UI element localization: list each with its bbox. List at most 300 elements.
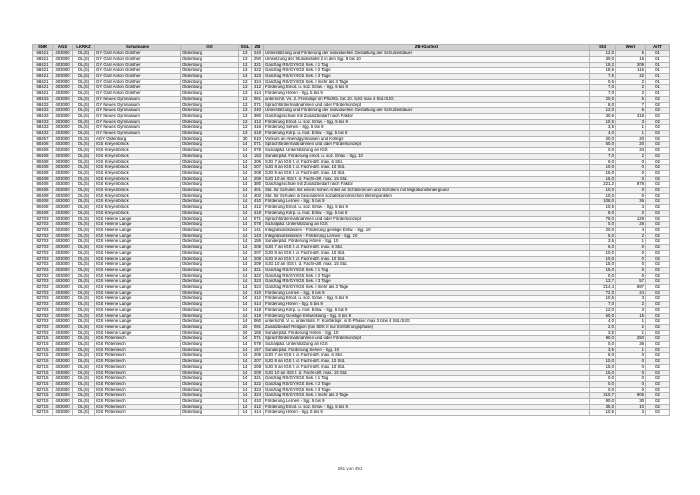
cell-lkrkz: OL(S) <box>73 210 95 216</box>
cell-wert: 6 <box>616 108 646 114</box>
cell-zb-klartext: Ganztag RS/GY/IGS Sek. I mehr als 3 Tage <box>264 79 590 85</box>
cell-schulname: IGS Kreyenbrück <box>95 176 181 182</box>
cell-lkrkz: OL(S) <box>73 193 95 199</box>
cell-sgl: 14 <box>239 245 252 251</box>
cell-schulname: GY Graf Anton Günther <box>95 91 181 97</box>
column-header-artt[interactable]: ArtT <box>646 45 670 51</box>
cell-ort: Oldenburg <box>181 136 239 142</box>
cell-snr: 68421 <box>33 51 53 57</box>
cell-zb: 250 <box>252 56 264 62</box>
cell-ort: Oldenburg <box>181 273 239 279</box>
cell-wert: 0 <box>616 250 646 256</box>
cell-std: 3,5 <box>590 347 616 353</box>
cell-schulname: IGS Helene Lange <box>95 285 181 291</box>
cell-ort: Oldenburg <box>181 279 239 285</box>
cell-lkrkz: OL(S) <box>73 96 95 102</box>
cell-lkrkz: OL(S) <box>73 165 95 171</box>
cell-zb-klartext: Ganztag RS/GY/IGS Sek. I 2 Tage <box>264 68 590 74</box>
cell-ort: Oldenburg <box>181 142 239 148</box>
cell-schulname: AGY Oldenburg <box>95 136 181 142</box>
cell-std: 15,0 <box>590 364 616 370</box>
cell-artt: 01 <box>646 85 670 91</box>
cell-lkrkz: OL(S) <box>73 404 95 410</box>
cell-artt: 02 <box>646 125 670 131</box>
cell-wert: 10 <box>616 404 646 410</box>
cell-ags: 403000 <box>53 239 73 245</box>
cell-std: 20,0 <box>590 136 616 142</box>
cell-snr: 82715 <box>33 336 53 342</box>
cell-artt: 02 <box>646 239 670 245</box>
cell-ags: 403000 <box>53 330 73 336</box>
cell-artt: 02 <box>646 324 670 330</box>
cell-sgl: 14 <box>239 182 252 188</box>
cell-snr: 82715 <box>33 347 53 353</box>
cell-wert: 0 <box>616 353 646 359</box>
cell-lkrkz: OL(S) <box>73 410 95 416</box>
cell-std: 7,6 <box>590 74 616 80</box>
cell-zb-klartext: Förderung Sehen - Sjg. 5 bis 9 <box>264 125 590 131</box>
cell-sgl: 13 <box>239 56 252 62</box>
cell-zb: 078 <box>252 222 264 228</box>
cell-zb-klartext: Förderung Emot. u. soz. Entw. - Sjg. 5 bis 9 <box>264 296 590 302</box>
cell-std: 6,0 <box>590 353 616 359</box>
cell-std: 15,0 <box>590 176 616 182</box>
cell-zb-klartext: SJG 9 an IGS f. d. Fachl-diff. max. 10 Std. <box>264 170 590 176</box>
cell-ort: Oldenburg <box>181 176 239 182</box>
cell-lkrkz: OL(S) <box>73 256 95 262</box>
cell-wert: 2 <box>616 153 646 159</box>
cell-ort: Oldenburg <box>181 387 239 393</box>
cell-lkrkz: OL(S) <box>73 307 95 313</box>
cell-zb-klartext: Förderung Emot. u. soz. Entw. - Sjg. 5 bis 9 <box>264 85 590 91</box>
allocation-table <box>32 44 670 416</box>
cell-std: 19,2 <box>590 62 616 68</box>
cell-artt: 02 <box>646 136 670 142</box>
cell-ort: Oldenburg <box>181 79 239 85</box>
cell-lkrkz: OL(S) <box>73 51 95 57</box>
cell-ags: 403000 <box>53 113 73 119</box>
cell-lkrkz: OL(S) <box>73 91 95 97</box>
cell-artt: 02 <box>646 165 670 171</box>
cell-zb-klartext: Ganztag RS/GY/IGS Sek. I 3 Tage <box>264 279 590 285</box>
cell-ort: Oldenburg <box>181 102 239 108</box>
cell-std: 12,0 <box>590 307 616 313</box>
cell-lkrkz: OL(S) <box>73 182 95 188</box>
cell-ags: 403000 <box>53 159 73 165</box>
cell-lkrkz: OL(S) <box>73 399 95 405</box>
cell-zb: 207 <box>252 359 264 365</box>
cell-sgl: 14 <box>239 307 252 313</box>
cell-std: 90,0 <box>590 336 616 342</box>
cell-ags: 403000 <box>53 96 73 102</box>
cell-ags: 403000 <box>53 250 73 256</box>
cell-schulname: IGS Flötenteich <box>95 376 181 382</box>
cell-sgl: 14 <box>239 273 252 279</box>
cell-ags: 403000 <box>53 393 73 399</box>
cell-wert: 2 <box>616 91 646 97</box>
cell-artt: 01 <box>646 74 670 80</box>
cell-sgl: 14 <box>239 319 252 325</box>
cell-ort: Oldenburg <box>181 330 239 336</box>
cell-wert: 0 <box>616 256 646 262</box>
cell-ort: Oldenburg <box>181 381 239 387</box>
cell-ags: 403000 <box>53 381 73 387</box>
cell-zb: 155 <box>252 330 264 336</box>
cell-sgl: 14 <box>239 205 252 211</box>
cell-schulname: GY Graf Anton Günther <box>95 68 181 74</box>
cell-zb: 321 <box>252 62 264 68</box>
cell-schulname: IGS Flötenteich <box>95 381 181 387</box>
cell-ags: 403000 <box>53 102 73 108</box>
cell-ags: 403000 <box>53 91 73 97</box>
cell-ags: 403000 <box>53 353 73 359</box>
column-header-zb[interactable]: ZB <box>252 45 264 51</box>
cell-std: 10,5 <box>590 119 616 125</box>
cell-std: 0,6 <box>590 79 616 85</box>
cell-ags: 403000 <box>53 165 73 171</box>
cell-ort: Oldenburg <box>181 119 239 125</box>
cell-zb: 155 <box>252 239 264 245</box>
cell-zb: 414 <box>252 410 264 416</box>
column-header-schulname[interactable]: Schulname <box>95 45 181 51</box>
cell-std: 72,0 <box>590 290 616 296</box>
cell-ags: 403000 <box>53 119 73 125</box>
cell-ags: 403000 <box>53 376 73 382</box>
cell-sgl: 14 <box>239 222 252 228</box>
cell-zb-klartext: Förderung Hören - Sjg. 5 bis 9 <box>264 410 590 416</box>
column-header-sgl[interactable]: SGL <box>239 45 252 51</box>
cell-snr: 80408 <box>33 182 53 188</box>
cell-schulname: GY Graf Anton Günther <box>95 85 181 91</box>
cell-ags: 403000 <box>53 256 73 262</box>
cell-ags: 403000 <box>53 79 73 85</box>
cell-zb-klartext: Unterstützung und Förderung der individuellen Gestaltung der Schulzeitdauer <box>264 51 590 57</box>
cell-artt: 01 <box>646 79 670 85</box>
cell-lkrkz: OL(S) <box>73 330 95 336</box>
cell-schulname: IGS Helene Lange <box>95 256 181 262</box>
cell-artt: 02 <box>646 153 670 159</box>
column-header-std[interactable]: Std <box>590 45 616 51</box>
cell-ort: Oldenburg <box>181 313 239 319</box>
cell-schulname: IGS Kreyenbrück <box>95 193 181 199</box>
cell-artt: 02 <box>646 330 670 336</box>
cell-schulname: IGS Helene Lange <box>95 262 181 268</box>
cell-zb: 206 <box>252 353 264 359</box>
cell-ags: 403000 <box>53 125 73 131</box>
cell-zb-klartext: Std. für Schulen mit einem hohen Anteil an Schülerinnen und Schülern mit Migrationshintergrund <box>264 188 590 194</box>
cell-zb: 410 <box>252 290 264 296</box>
cell-snr: 82715 <box>33 381 53 387</box>
cell-sgl: 14 <box>239 359 252 365</box>
cell-ags: 403000 <box>53 176 73 182</box>
cell-wert: 2 <box>616 210 646 216</box>
cell-zb-klartext: Förderung Lernen - Sjg. 5 bis 9 <box>264 199 590 205</box>
cell-zb: 322 <box>252 273 264 279</box>
cell-sgl: 14 <box>239 353 252 359</box>
cell-wert: 209 <box>616 62 646 68</box>
cell-lkrkz: OL(S) <box>73 336 95 342</box>
cell-lkrkz: OL(S) <box>73 319 95 325</box>
cell-lkrkz: OL(S) <box>73 148 95 154</box>
cell-std: 20,0 <box>590 96 616 102</box>
cell-ags: 403000 <box>53 399 73 405</box>
cell-snr: 82703 <box>33 324 53 330</box>
cell-lkrkz: OL(S) <box>73 108 95 114</box>
cell-artt: 02 <box>646 370 670 376</box>
cell-ort: Oldenburg <box>181 410 239 416</box>
cell-std: 3,5 <box>590 125 616 131</box>
cell-zb: 207 <box>252 250 264 256</box>
cell-artt: 02 <box>646 222 670 228</box>
cell-zb-klartext: SJG 9 an IGS f. d. Fachl-diff. max. 10 Std. <box>264 256 590 262</box>
cell-schulname: IGS Kreyenbrück <box>95 170 181 176</box>
cell-artt: 02 <box>646 250 670 256</box>
cell-snr: 82703 <box>33 302 53 308</box>
cell-artt: 02 <box>646 188 670 194</box>
cell-wert: 697 <box>616 285 646 291</box>
cell-artt: 02 <box>646 102 670 108</box>
cell-ags: 403000 <box>53 273 73 279</box>
cell-std: 20,0 <box>590 227 616 233</box>
cell-lkrkz: OL(S) <box>73 205 95 211</box>
cell-zb-klartext: Förderung Emot. u. soz. Entw. - Sjg. 5 bis 9 <box>264 119 590 125</box>
cell-schulname: IGS Helene Lange <box>95 216 181 222</box>
cell-ort: Oldenburg <box>181 353 239 359</box>
cell-zb-klartext: Ganztagsschule mit Zusatzbedarf nach Faktor <box>264 182 590 188</box>
cell-sgl: 14 <box>239 364 252 370</box>
cell-ags: 403000 <box>53 404 73 410</box>
cell-wert: 1 <box>616 239 646 245</box>
cell-zb-klartext: Zusatzbedarf Religion (bei SEK II nur Einführungsphase) <box>264 324 590 330</box>
cell-snr: 68433 <box>33 125 53 131</box>
cell-artt: 02 <box>646 113 670 119</box>
cell-zb: 323 <box>252 74 264 80</box>
cell-std: 90,0 <box>590 399 616 405</box>
cell-ags: 403000 <box>53 279 73 285</box>
cell-wert: 0 <box>616 165 646 171</box>
cell-snr: 80408 <box>33 188 53 194</box>
cell-zb-klartext: Integrationsklassen - Förderung Lernen - Sjg. 10 <box>264 233 590 239</box>
cell-sgl: 24 <box>239 324 252 330</box>
cell-zb: 209 <box>252 262 264 268</box>
cell-lkrkz: OL(S) <box>73 296 95 302</box>
cell-zb: 208 <box>252 170 264 176</box>
cell-schulname: IGS Helene Lange <box>95 239 181 245</box>
cell-sgl: 14 <box>239 370 252 376</box>
cell-lkrkz: OL(S) <box>73 102 95 108</box>
cell-ort: Oldenburg <box>181 85 239 91</box>
cell-artt: 02 <box>646 404 670 410</box>
cell-zb: 412 <box>252 119 264 125</box>
cell-schulname: GY Neues Gymnasium <box>95 119 181 125</box>
cell-ort: Oldenburg <box>181 393 239 399</box>
cell-zb-klartext: Sprachfördermaßnahmen und oder Förderkonzept <box>264 142 590 148</box>
cell-snr: 68433 <box>33 102 53 108</box>
cell-ort: Oldenburg <box>181 108 239 114</box>
cell-lkrkz: OL(S) <box>73 279 95 285</box>
cell-ort: Oldenburg <box>181 113 239 119</box>
column-header-zb-klartext[interactable]: ZB-Klartext <box>264 45 590 51</box>
cell-artt: 02 <box>646 233 670 239</box>
cell-snr: 82703 <box>33 296 53 302</box>
cell-sgl: 14 <box>239 153 252 159</box>
cell-artt: 02 <box>646 199 670 205</box>
column-header-wert[interactable]: Wert <box>616 45 646 51</box>
cell-wert: 0 <box>616 267 646 273</box>
cell-std: 8,0 <box>590 210 616 216</box>
cell-schulname: IGS Helene Lange <box>95 267 181 273</box>
cell-std: 6,0 <box>590 233 616 239</box>
cell-schulname: IGS Helene Lange <box>95 307 181 313</box>
cell-wert: 0 <box>616 359 646 365</box>
cell-artt: 01 <box>646 51 670 57</box>
cell-schulname: IGS Flötenteich <box>95 404 181 410</box>
cell-snr: 82715 <box>33 399 53 405</box>
cell-wert: 7 <box>616 102 646 108</box>
cell-ort: Oldenburg <box>181 131 239 137</box>
cell-sgl: 14 <box>239 142 252 148</box>
cell-snr: 82703 <box>33 279 53 285</box>
cell-ags: 403000 <box>53 170 73 176</box>
cell-zb: 240 <box>252 108 264 114</box>
cell-wert: 906 <box>616 393 646 399</box>
cell-artt: 02 <box>646 319 670 325</box>
cell-ags: 403000 <box>53 62 73 68</box>
cell-ort: Oldenburg <box>181 56 239 62</box>
cell-lkrkz: OL(S) <box>73 324 95 330</box>
cell-wert: 24 <box>616 290 646 296</box>
cell-artt: 02 <box>646 381 670 387</box>
cell-std: 7,0 <box>590 153 616 159</box>
cell-ort: Oldenburg <box>181 159 239 165</box>
cell-ort: Oldenburg <box>181 404 239 410</box>
cell-lkrkz: OL(S) <box>73 68 95 74</box>
cell-snr: 68421 <box>33 79 53 85</box>
cell-artt: 02 <box>646 148 670 154</box>
column-header-ags[interactable]: AGS <box>53 45 73 51</box>
cell-snr: 82715 <box>33 410 53 416</box>
cell-sgl: 14 <box>239 302 252 308</box>
cell-ags: 403000 <box>53 342 73 348</box>
cell-sgl: 13 <box>239 68 252 74</box>
cell-ort: Oldenburg <box>181 336 239 342</box>
cell-artt: 02 <box>646 131 670 137</box>
cell-lkrkz: OL(S) <box>73 359 95 365</box>
table-row[interactable] <box>33 410 670 416</box>
cell-ort: Oldenburg <box>181 302 239 308</box>
cell-lkrkz: OL(S) <box>73 347 95 353</box>
cell-sgl: 14 <box>239 159 252 165</box>
cell-lkrkz: OL(S) <box>73 170 95 176</box>
cell-sgl: 13 <box>239 113 252 119</box>
cell-snr: 68457 <box>33 136 53 142</box>
cell-sgl: 14 <box>239 290 252 296</box>
cell-std: 0,0 <box>590 148 616 154</box>
cell-snr: 82715 <box>33 370 53 376</box>
cell-ort: Oldenburg <box>181 210 239 216</box>
cell-lkrkz: OL(S) <box>73 233 95 239</box>
cell-artt: 02 <box>646 353 670 359</box>
cell-sgl: 14 <box>239 176 252 182</box>
cell-artt: 01 <box>646 91 670 97</box>
cell-lkrkz: OL(S) <box>73 387 95 393</box>
column-header-ort[interactable]: Ort <box>181 45 239 51</box>
cell-ags: 403000 <box>53 182 73 188</box>
cell-lkrkz: OL(S) <box>73 393 95 399</box>
cell-lkrkz: OL(S) <box>73 85 95 91</box>
cell-sgl: 14 <box>239 262 252 268</box>
cell-snr: 80408 <box>33 199 53 205</box>
cell-artt: 02 <box>646 170 670 176</box>
cell-zb: 143 <box>252 233 264 239</box>
cell-wert: 1 <box>616 131 646 137</box>
cell-schulname: IGS Kreyenbrück <box>95 188 181 194</box>
cell-wert: 3 <box>616 205 646 211</box>
cell-wert: 0 <box>616 176 646 182</box>
cell-zb-klartext: Sprachfördermaßnahmen und oder Förderkonzept <box>264 216 590 222</box>
cell-zb-klartext: Förderung Emot. u. soz. Entw. - Sjg. 5 bis 9 <box>264 205 590 211</box>
cell-lkrkz: OL(S) <box>73 119 95 125</box>
cell-std: 15,0 <box>590 370 616 376</box>
cell-ags: 403000 <box>53 307 73 313</box>
cell-lkrkz: OL(S) <box>73 136 95 142</box>
cell-zb: 322 <box>252 381 264 387</box>
cell-schulname: IGS Helene Lange <box>95 313 181 319</box>
cell-zb-klartext: unterrichtl. Vs. 2. Fremdspr im Pflichtb. bis 10. SJG max 4 Std./SJG <box>264 96 590 102</box>
cell-zb: 380 <box>252 182 264 188</box>
cell-sgl: 14 <box>239 256 252 262</box>
table-body <box>33 51 670 416</box>
cell-ort: Oldenburg <box>181 91 239 97</box>
cell-lkrkz: OL(S) <box>73 227 95 233</box>
cell-zb: 208 <box>252 364 264 370</box>
cell-std: 10,0 <box>590 165 616 171</box>
cell-ort: Oldenburg <box>181 256 239 262</box>
cell-ort: Oldenburg <box>181 364 239 370</box>
cell-artt: 02 <box>646 119 670 125</box>
cell-snr: 68433 <box>33 119 53 125</box>
cell-snr: 82703 <box>33 227 53 233</box>
cell-wert: 30 <box>616 399 646 405</box>
cell-ags: 403000 <box>53 313 73 319</box>
column-header-lkrkz[interactable]: LKRKZ <box>73 45 95 51</box>
cell-ags: 403000 <box>53 68 73 74</box>
cell-zb-klartext: Sonderpäd. Förderung Hören - Sjg. 10 <box>264 239 590 245</box>
cell-artt: 02 <box>646 399 670 405</box>
cell-schulname: IGS Kreyenbrück <box>95 153 181 159</box>
cell-schulname: IGS Kreyenbrück <box>95 165 181 171</box>
cell-wert: 0 <box>616 273 646 279</box>
cell-artt: 02 <box>646 273 670 279</box>
cell-zb: 402 <box>252 193 264 199</box>
cell-snr: 82703 <box>33 216 53 222</box>
cell-lkrkz: OL(S) <box>73 239 95 245</box>
cell-snr: 68433 <box>33 131 53 137</box>
cell-artt: 02 <box>646 307 670 313</box>
column-header-snr[interactable]: SNR <box>33 45 53 51</box>
cell-zb: 157 <box>252 347 264 353</box>
cell-zb: 322 <box>252 68 264 74</box>
cell-zb-klartext: Ganztag RS/GY/IGS Sek. I 2 Tage <box>264 273 590 279</box>
cell-sgl: 14 <box>239 233 252 239</box>
cell-snr: 82703 <box>33 330 53 336</box>
cell-ort: Oldenburg <box>181 193 239 199</box>
cell-zb-klartext: Ganztag RS/GY/IGS Sek. I 2 Tage <box>264 381 590 387</box>
cell-wert: 15 <box>616 56 646 62</box>
cell-wert: 2 <box>616 324 646 330</box>
cell-lkrkz: OL(S) <box>73 131 95 137</box>
cell-ort: Oldenburg <box>181 51 239 57</box>
